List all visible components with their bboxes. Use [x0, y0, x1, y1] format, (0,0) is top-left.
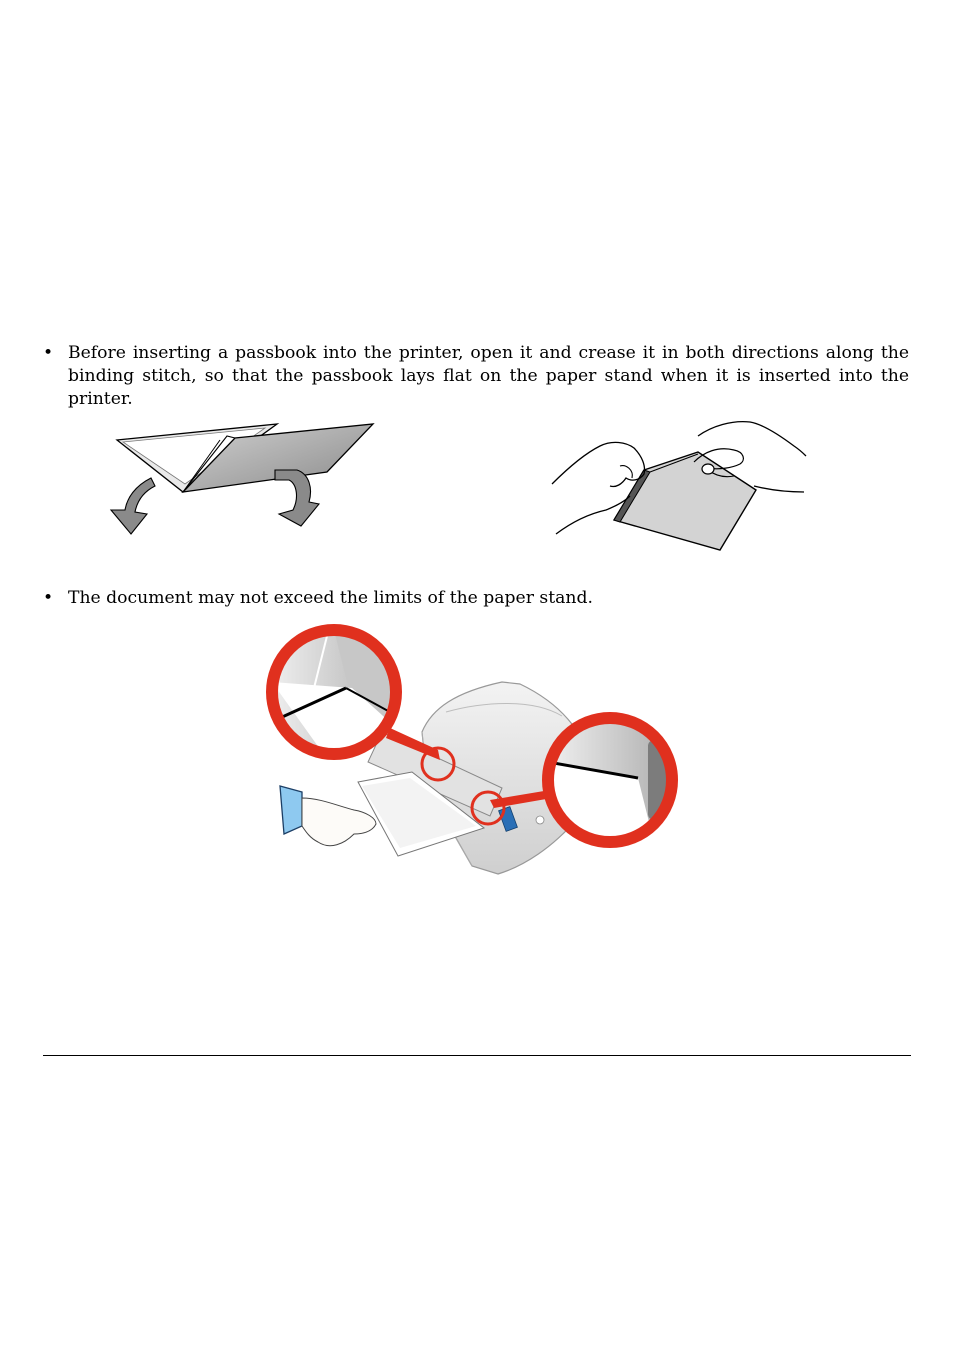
- bullet-text: Before inserting a passbook into the printer, open it and crease it in both directions along the binding stitch, so that the passbook lays flat on the paper stand when it is inserted into the printer.: [68, 343, 909, 409]
- passbook-fold-illustration: [105, 418, 380, 538]
- bullet-item-crease-passbook: [43, 342, 909, 411]
- bullet-symbol: •: [43, 588, 54, 608]
- bullet-text: The document may not exceed the limits of the paper stand.: [68, 588, 593, 608]
- sleeve: [280, 786, 302, 834]
- fold-arrow-left-icon: [111, 478, 155, 534]
- bullet-symbol: •: [43, 343, 54, 363]
- hand: [302, 798, 376, 846]
- left-hand: [552, 442, 645, 486]
- footer-rule: [43, 1055, 911, 1056]
- printer-paper-stand-limits-illustration: [262, 612, 692, 882]
- right-hand: [698, 422, 806, 456]
- bullet-item-paper-stand-limits: [43, 587, 909, 610]
- hands-creasing-passbook-illustration: [548, 416, 808, 554]
- fold-arrow-right-icon: [275, 470, 319, 526]
- printer-led: [536, 816, 544, 824]
